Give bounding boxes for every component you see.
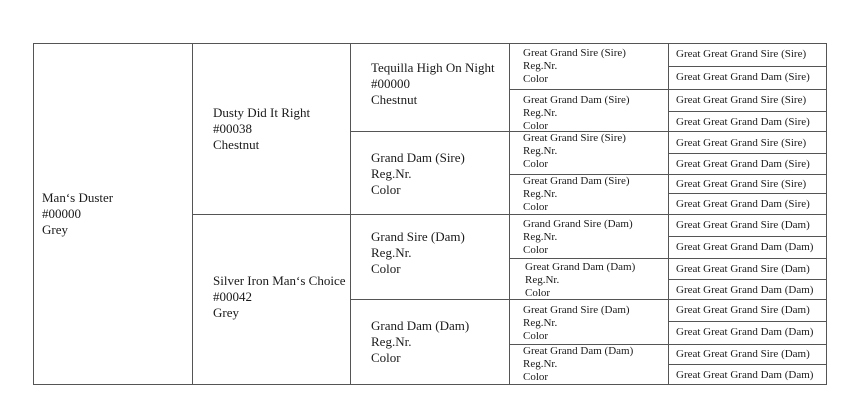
row-divider <box>668 153 827 154</box>
gg-grandparent-cell: Great Great Grand Dam (Dam) <box>676 326 814 338</box>
grandparent-cell <box>371 318 469 366</box>
great-grandparent-cell <box>523 304 630 343</box>
horse-color: Color <box>371 261 401 276</box>
gg-grandparent-cell: Great Great Grand Dam (Sire) <box>676 116 810 128</box>
horse-color: Color <box>523 120 549 132</box>
row-divider <box>668 89 827 90</box>
row-divider <box>668 258 827 259</box>
row-divider <box>668 321 827 322</box>
row-divider <box>509 89 669 90</box>
gg-grandparent-cell: Great Great Grand Sire (Dam) <box>676 348 810 360</box>
horse-color: Chestnut <box>371 92 418 107</box>
row-divider <box>192 214 351 215</box>
row-divider <box>668 66 827 67</box>
horse-reg: Reg.Nr. <box>523 188 558 200</box>
horse-name: Tequilla High On Night <box>371 60 495 75</box>
row-divider <box>668 299 827 300</box>
gg-grandparent-cell: Great Great Grand Sire (Sire) <box>676 48 807 60</box>
row-divider <box>350 299 510 300</box>
horse-name: Great Grand Sire (Dam) <box>523 304 630 316</box>
row-divider <box>668 214 827 215</box>
horse-color: Color <box>371 350 401 365</box>
dam-cell <box>213 273 346 321</box>
horse-color: Grey <box>42 222 68 237</box>
gg-grandparent-cell: Great Great Grand Dam (Sire) <box>676 198 810 210</box>
horse-reg: Reg.Nr. <box>371 334 412 349</box>
gg-grandparent-cell: Great Great Grand Sire (Dam) <box>676 263 810 275</box>
row-divider <box>668 174 827 175</box>
gg-grandparent-cell: Great Great Grand Dam (Sire) <box>676 71 810 83</box>
horse-name: Grand Sire (Dam) <box>371 229 465 244</box>
great-grandparent-cell <box>523 345 633 384</box>
horse-name: Man‘s Duster <box>42 190 114 205</box>
gg-grandparent-cell: Great Great Grand Dam (Dam) <box>676 284 814 296</box>
row-divider <box>668 236 827 237</box>
great-grandparent-cell <box>523 94 630 133</box>
row-divider <box>350 131 510 132</box>
horse-reg: Reg.Nr. <box>523 358 558 370</box>
horse-color: Color <box>523 371 549 383</box>
grandparent-cell <box>371 150 465 198</box>
row-divider <box>509 258 669 259</box>
horse-reg: Reg.Nr. <box>523 231 558 243</box>
horse-reg: #00000 <box>42 206 81 221</box>
horse-name: Great Grand Dam (Sire) <box>523 175 630 187</box>
horse-name: Grand Dam (Dam) <box>371 318 470 333</box>
horse-reg: #00042 <box>213 289 252 304</box>
gg-grandparent-cell: Great Great Grand Sire (Sire) <box>676 178 807 190</box>
horse-color: Color <box>525 287 551 299</box>
horse-name: Great Grand Dam (Dam) <box>525 261 636 273</box>
row-divider <box>668 193 827 194</box>
gg-grandparent-cell: Great Great Grand Sire (Dam) <box>676 219 810 231</box>
horse-name: Grand Grand Sire (Dam) <box>523 218 633 230</box>
horse-reg: #00000 <box>371 76 410 91</box>
row-divider <box>668 364 827 365</box>
horse-name: Great Grand Sire (Sire) <box>523 132 626 144</box>
horse-name: Great Grand Sire (Sire) <box>523 47 626 59</box>
horse-color: Color <box>523 158 549 170</box>
horse-reg: Reg.Nr. <box>523 317 558 329</box>
great-grandparent-cell <box>523 132 626 171</box>
gg-grandparent-cell: Great Great Grand Sire (Sire) <box>676 137 807 149</box>
horse-name: Great Grand Dam (Dam) <box>523 345 634 357</box>
row-divider <box>668 131 827 132</box>
great-grandparent-cell <box>523 47 626 86</box>
gg-grandparent-cell: Great Great Grand Sire (Sire) <box>676 94 807 106</box>
horse-color: Color <box>523 244 549 256</box>
gg-grandparent-cell: Great Great Grand Sire (Dam) <box>676 304 810 316</box>
grandparent-cell <box>371 60 495 108</box>
horse-color: Color <box>371 182 401 197</box>
horse-color: Chestnut <box>213 137 260 152</box>
row-divider <box>509 214 669 215</box>
horse-reg: #00038 <box>213 121 252 136</box>
horse-color: Color <box>523 201 549 213</box>
horse-reg: Reg.Nr. <box>523 145 558 157</box>
row-divider <box>668 111 827 112</box>
gg-grandparent-cell: Great Great Grand Dam (Sire) <box>676 158 810 170</box>
horse-name: Dusty Did It Right <box>213 105 311 120</box>
horse-reg: Reg.Nr. <box>523 60 558 72</box>
horse-color: Color <box>523 330 549 342</box>
gg-grandparent-cell: Great Great Grand Dam (Dam) <box>676 241 814 253</box>
sire-cell <box>213 105 310 153</box>
horse-reg: Reg.Nr. <box>371 166 412 181</box>
horse-color: Grey <box>213 305 239 320</box>
row-divider <box>668 344 827 345</box>
horse-reg: Reg.Nr. <box>525 274 560 286</box>
horse-reg: Reg.Nr. <box>523 107 558 119</box>
great-grandparent-cell <box>523 218 633 257</box>
gg-grandparent-cell: Great Great Grand Dam (Dam) <box>676 369 814 381</box>
horse-reg: Reg.Nr. <box>371 245 412 260</box>
grandparent-cell <box>371 229 465 277</box>
row-divider <box>668 279 827 280</box>
row-divider <box>350 214 510 215</box>
subject-cell <box>42 190 113 238</box>
great-grandparent-cell <box>525 261 635 300</box>
horse-name: Great Grand Dam (Sire) <box>523 94 630 106</box>
great-grandparent-cell <box>523 175 630 214</box>
horse-name: Silver Iron Man‘s Choice <box>213 273 346 288</box>
horse-name: Grand Dam (Sire) <box>371 150 465 165</box>
horse-color: Color <box>523 73 549 85</box>
